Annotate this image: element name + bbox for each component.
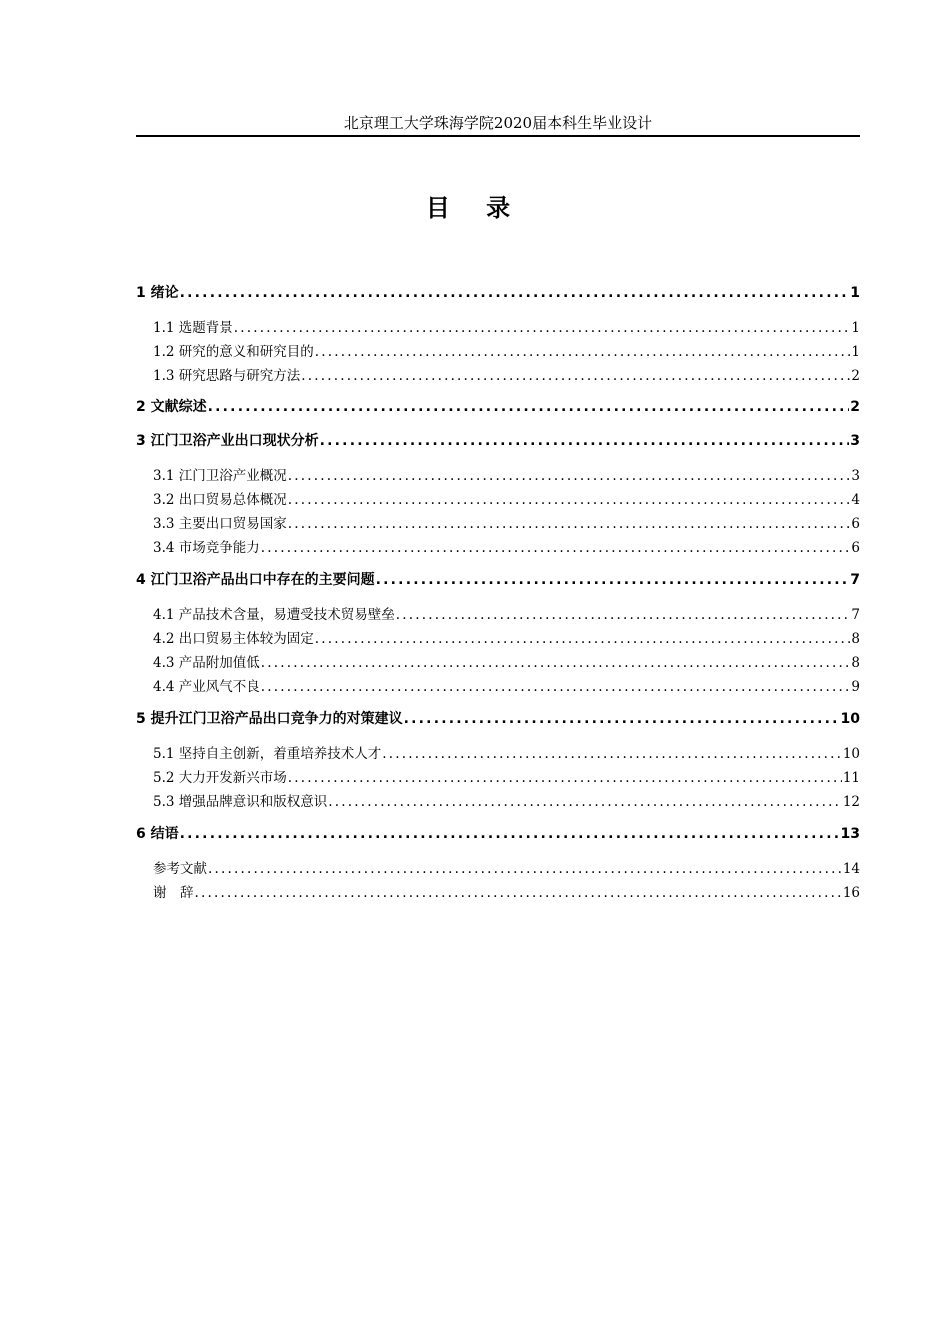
- toc-entry-label: 1.1 选题背景: [153, 320, 233, 336]
- dot-leader: [376, 572, 850, 588]
- toc-entry-label: 4 江门卫浴产品出口中存在的主要问题: [136, 572, 375, 588]
- page-title: 目 录: [425, 194, 525, 222]
- dot-leader: [328, 794, 842, 810]
- toc-page-number: 2: [851, 368, 860, 384]
- toc-entry-label: 2 文献综述: [136, 399, 207, 415]
- dot-leader: [288, 770, 842, 786]
- toc-page-number: 9: [851, 679, 860, 695]
- toc-page-number: 8: [851, 631, 860, 647]
- dot-leader: [195, 885, 842, 901]
- toc-entry-label: 参考文献: [153, 861, 207, 877]
- toc-page-number: 1: [851, 344, 860, 360]
- toc-entry-label: 1.3 研究思路与研究方法: [153, 368, 301, 384]
- toc-page-number: 10: [842, 746, 860, 762]
- toc-entry-label: 5.2 大力开发新兴市场: [153, 770, 287, 786]
- toc-page-number: 3: [851, 468, 860, 484]
- toc-page-number: 8: [851, 655, 860, 671]
- toc-page-number: 12: [842, 794, 860, 810]
- toc-entry-label: 5.1 坚持自主创新，着重培养技术人才: [153, 746, 382, 762]
- toc-entry-5-2[interactable]: [153, 766, 860, 786]
- toc-page-number: 2: [850, 399, 860, 415]
- dot-leader: [261, 679, 851, 695]
- toc-page-number: 14: [842, 861, 860, 877]
- toc-entry-label: 4.4 产业风气不良: [153, 679, 260, 695]
- toc-entry-label: 5 提升江门卫浴产品出口竞争力的对策建议: [136, 711, 403, 727]
- toc-entry-5-1[interactable]: [153, 742, 860, 762]
- toc-entry-1-1[interactable]: [153, 316, 860, 336]
- toc-page-number: 6: [851, 516, 860, 532]
- toc-page-number: 16: [842, 885, 860, 901]
- dot-leader: [382, 746, 842, 762]
- dot-leader: [288, 468, 851, 484]
- toc-page-number: 1: [850, 285, 860, 301]
- dot-leader: [261, 540, 851, 556]
- toc-entry-label: 谢 辞: [153, 885, 194, 901]
- toc-entry-4-4[interactable]: [153, 675, 860, 695]
- toc-entry-label: 6 结语: [136, 826, 179, 842]
- toc-entry-label: 1.2 研究的意义和研究目的: [153, 344, 314, 360]
- toc-entry-3-4[interactable]: [153, 536, 860, 556]
- toc-entry-label: 5.3 增强品牌意识和版权意识: [153, 794, 328, 810]
- dot-leader: [288, 516, 851, 532]
- toc-entry-1[interactable]: [136, 282, 860, 302]
- toc-entry-6[interactable]: [136, 823, 860, 843]
- dot-leader: [404, 711, 840, 727]
- toc-entry-5[interactable]: [136, 708, 860, 728]
- dot-leader: [261, 655, 851, 671]
- toc-entry-3-3[interactable]: [153, 512, 860, 532]
- dot-leader: [315, 344, 851, 360]
- toc-page-number: 10: [840, 711, 860, 727]
- toc-entry-3[interactable]: [136, 430, 860, 450]
- toc-entry-acknowledgements[interactable]: [153, 881, 860, 901]
- toc-entry-4-3[interactable]: [153, 651, 860, 671]
- toc-entry-references[interactable]: [153, 857, 860, 877]
- toc-entry-1-3[interactable]: [153, 364, 860, 384]
- toc-entry-4-1[interactable]: [153, 603, 860, 623]
- toc-page-number: 3: [850, 433, 860, 449]
- toc-entry-label: 4.2 出口贸易主体较为固定: [153, 631, 314, 647]
- toc-entry-2[interactable]: [136, 396, 860, 416]
- toc-entry-4[interactable]: [136, 569, 860, 589]
- toc-entry-label: 3 江门卫浴产业出口现状分析: [136, 433, 319, 449]
- dot-leader: [180, 826, 840, 842]
- toc-entry-label: 3.1 江门卫浴产业概况: [153, 468, 287, 484]
- dot-leader: [208, 861, 842, 877]
- dot-leader: [180, 285, 850, 301]
- toc-entry-label: 4.3 产品附加值低: [153, 655, 260, 671]
- toc-entry-label: 3.4 市场竞争能力: [153, 540, 260, 556]
- dot-leader: [301, 368, 850, 384]
- toc-entry-label: 1 绪论: [136, 285, 179, 301]
- dot-leader: [234, 320, 851, 336]
- toc-entry-5-3[interactable]: [153, 790, 860, 810]
- toc-entry-4-2[interactable]: [153, 627, 860, 647]
- toc-entry-label: 3.2 出口贸易总体概况: [153, 492, 287, 508]
- toc-page-number: 6: [851, 540, 860, 556]
- toc-entry-label: 3.3 主要出口贸易国家: [153, 516, 287, 532]
- toc-page-number: 7: [851, 607, 860, 623]
- dot-leader: [208, 399, 850, 415]
- toc-page-number: 1: [851, 320, 860, 336]
- toc-entry-label: 4.1 产品技术含量，易遭受技术贸易壁垒: [153, 607, 395, 623]
- toc-entry-3-2[interactable]: [153, 488, 860, 508]
- toc-entry-1-2[interactable]: [153, 340, 860, 360]
- toc-page-number: 11: [842, 770, 860, 786]
- header-text: 北京理工大学珠海学院2020届本科生毕业设计: [343, 114, 653, 132]
- toc-page-number: 13: [840, 826, 860, 842]
- dot-leader: [320, 433, 850, 449]
- dot-leader: [288, 492, 851, 508]
- toc-entry-3-1[interactable]: [153, 464, 860, 484]
- dot-leader: [315, 631, 851, 647]
- toc-page-number: 7: [850, 572, 860, 588]
- toc-page-number: 4: [851, 492, 860, 508]
- dot-leader: [396, 607, 851, 623]
- page-header: [136, 113, 860, 137]
